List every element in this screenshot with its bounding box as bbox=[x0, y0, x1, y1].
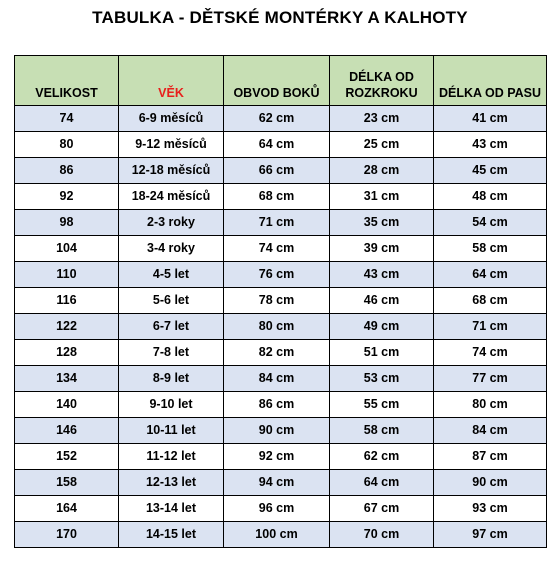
cell-inseam: 28 cm bbox=[330, 158, 434, 184]
cell-age: 11-12 let bbox=[119, 444, 224, 470]
cell-age: 7-8 let bbox=[119, 340, 224, 366]
cell-age: 14-15 let bbox=[119, 522, 224, 548]
cell-inseam: 35 cm bbox=[330, 210, 434, 236]
cell-hips: 100 cm bbox=[224, 522, 330, 548]
header-size: VELIKOST bbox=[15, 56, 119, 106]
table-header bbox=[15, 56, 547, 106]
cell-inseam: 43 cm bbox=[330, 262, 434, 288]
cell-size: 128 bbox=[15, 340, 119, 366]
size-table bbox=[14, 55, 547, 548]
cell-size: 74 bbox=[15, 106, 119, 132]
cell-age: 12-13 let bbox=[119, 470, 224, 496]
table-row bbox=[15, 392, 547, 418]
cell-inseam: 62 cm bbox=[330, 444, 434, 470]
cell-inseam: 70 cm bbox=[330, 522, 434, 548]
cell-waist-length: 45 cm bbox=[434, 158, 547, 184]
cell-waist-length: 68 cm bbox=[434, 288, 547, 314]
table-row bbox=[15, 470, 547, 496]
cell-size: 152 bbox=[15, 444, 119, 470]
table-body bbox=[15, 106, 547, 548]
cell-size: 140 bbox=[15, 392, 119, 418]
cell-hips: 90 cm bbox=[224, 418, 330, 444]
cell-waist-length: 71 cm bbox=[434, 314, 547, 340]
cell-hips: 68 cm bbox=[224, 184, 330, 210]
cell-size: 110 bbox=[15, 262, 119, 288]
cell-size: 122 bbox=[15, 314, 119, 340]
table-row bbox=[15, 418, 547, 444]
cell-waist-length: 43 cm bbox=[434, 132, 547, 158]
table-row bbox=[15, 340, 547, 366]
cell-inseam: 67 cm bbox=[330, 496, 434, 522]
cell-age: 12-18 měsíců bbox=[119, 158, 224, 184]
table-row bbox=[15, 366, 547, 392]
cell-waist-length: 48 cm bbox=[434, 184, 547, 210]
table-row bbox=[15, 262, 547, 288]
header-waist-length: DÉLKA OD PASU bbox=[434, 56, 547, 106]
cell-age: 9-10 let bbox=[119, 392, 224, 418]
cell-inseam: 31 cm bbox=[330, 184, 434, 210]
cell-waist-length: 77 cm bbox=[434, 366, 547, 392]
cell-hips: 76 cm bbox=[224, 262, 330, 288]
cell-inseam: 51 cm bbox=[330, 340, 434, 366]
table-row bbox=[15, 288, 547, 314]
cell-age: 2-3 roky bbox=[119, 210, 224, 236]
table-row bbox=[15, 132, 547, 158]
cell-size: 104 bbox=[15, 236, 119, 262]
cell-inseam: 49 cm bbox=[330, 314, 434, 340]
cell-inseam: 55 cm bbox=[330, 392, 434, 418]
cell-size: 98 bbox=[15, 210, 119, 236]
table-row bbox=[15, 184, 547, 210]
cell-size: 164 bbox=[15, 496, 119, 522]
cell-inseam: 46 cm bbox=[330, 288, 434, 314]
cell-hips: 62 cm bbox=[224, 106, 330, 132]
cell-hips: 74 cm bbox=[224, 236, 330, 262]
cell-waist-length: 58 cm bbox=[434, 236, 547, 262]
header-age: VĚK bbox=[119, 56, 224, 106]
cell-waist-length: 93 cm bbox=[434, 496, 547, 522]
table-row bbox=[15, 444, 547, 470]
header-hips: OBVOD BOKŮ bbox=[224, 56, 330, 106]
cell-hips: 64 cm bbox=[224, 132, 330, 158]
cell-age: 6-9 měsíců bbox=[119, 106, 224, 132]
cell-waist-length: 90 cm bbox=[434, 470, 547, 496]
cell-hips: 92 cm bbox=[224, 444, 330, 470]
table-row bbox=[15, 106, 547, 132]
cell-hips: 96 cm bbox=[224, 496, 330, 522]
cell-age: 9-12 měsíců bbox=[119, 132, 224, 158]
cell-age: 8-9 let bbox=[119, 366, 224, 392]
cell-age: 5-6 let bbox=[119, 288, 224, 314]
cell-waist-length: 54 cm bbox=[434, 210, 547, 236]
table-row bbox=[15, 522, 547, 548]
cell-size: 170 bbox=[15, 522, 119, 548]
table-row bbox=[15, 158, 547, 184]
cell-size: 92 bbox=[15, 184, 119, 210]
cell-age: 6-7 let bbox=[119, 314, 224, 340]
cell-age: 13-14 let bbox=[119, 496, 224, 522]
cell-hips: 71 cm bbox=[224, 210, 330, 236]
page-title: TABULKA - DĚTSKÉ MONTÉRKY A KALHOTY bbox=[92, 8, 468, 27]
cell-age: 4-5 let bbox=[119, 262, 224, 288]
table-row bbox=[15, 236, 547, 262]
cell-size: 80 bbox=[15, 132, 119, 158]
cell-hips: 84 cm bbox=[224, 366, 330, 392]
header-inseam: DÉLKA OD ROZKROKU bbox=[330, 56, 434, 106]
cell-waist-length: 87 cm bbox=[434, 444, 547, 470]
header-row bbox=[15, 56, 547, 106]
cell-inseam: 25 cm bbox=[330, 132, 434, 158]
cell-hips: 66 cm bbox=[224, 158, 330, 184]
cell-hips: 80 cm bbox=[224, 314, 330, 340]
cell-size: 134 bbox=[15, 366, 119, 392]
cell-hips: 94 cm bbox=[224, 470, 330, 496]
cell-waist-length: 74 cm bbox=[434, 340, 547, 366]
cell-inseam: 58 cm bbox=[330, 418, 434, 444]
cell-hips: 86 cm bbox=[224, 392, 330, 418]
cell-inseam: 39 cm bbox=[330, 236, 434, 262]
cell-inseam: 53 cm bbox=[330, 366, 434, 392]
cell-size: 116 bbox=[15, 288, 119, 314]
cell-waist-length: 64 cm bbox=[434, 262, 547, 288]
cell-inseam: 64 cm bbox=[330, 470, 434, 496]
cell-age: 18-24 měsíců bbox=[119, 184, 224, 210]
cell-age: 10-11 let bbox=[119, 418, 224, 444]
cell-waist-length: 84 cm bbox=[434, 418, 547, 444]
cell-age: 3-4 roky bbox=[119, 236, 224, 262]
table-row bbox=[15, 496, 547, 522]
cell-waist-length: 97 cm bbox=[434, 522, 547, 548]
cell-size: 86 bbox=[15, 158, 119, 184]
cell-size: 158 bbox=[15, 470, 119, 496]
cell-waist-length: 80 cm bbox=[434, 392, 547, 418]
cell-size: 146 bbox=[15, 418, 119, 444]
cell-hips: 82 cm bbox=[224, 340, 330, 366]
table-row bbox=[15, 314, 547, 340]
table-row bbox=[15, 210, 547, 236]
cell-inseam: 23 cm bbox=[330, 106, 434, 132]
cell-waist-length: 41 cm bbox=[434, 106, 547, 132]
cell-hips: 78 cm bbox=[224, 288, 330, 314]
